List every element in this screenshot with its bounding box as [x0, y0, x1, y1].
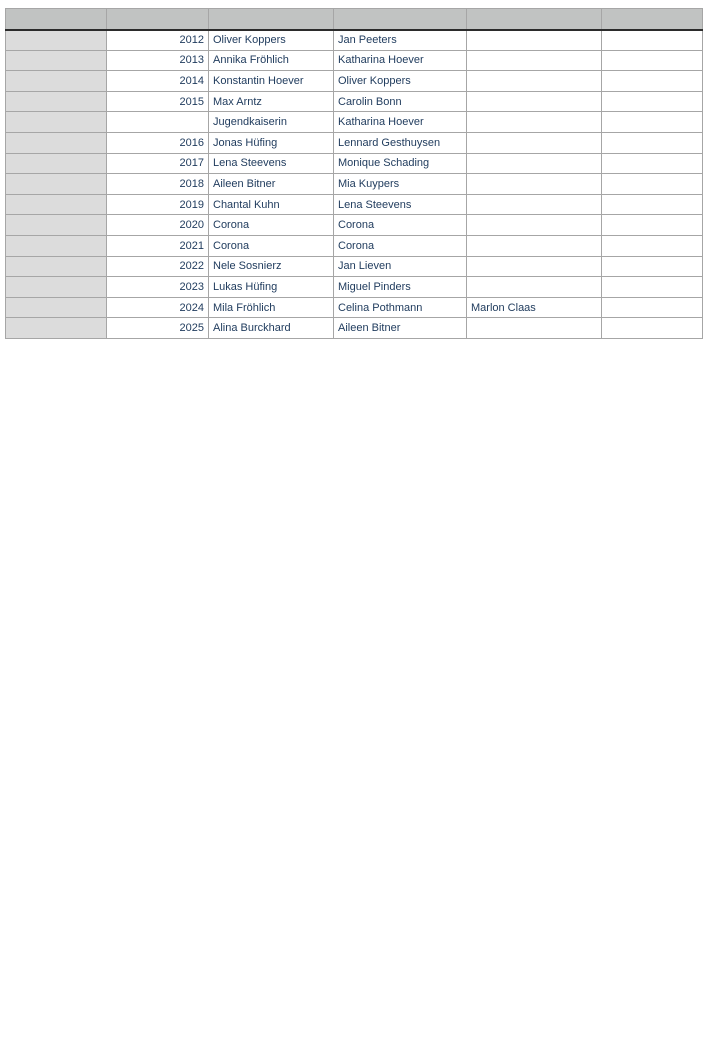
- table-row: [6, 153, 703, 174]
- name-cell: [467, 91, 602, 112]
- name-cell: Carolin Bonn: [334, 91, 467, 112]
- name-cell: [467, 256, 602, 277]
- name-cell: Oliver Koppers: [209, 30, 334, 51]
- header-cell: [602, 9, 703, 30]
- year-cell: 2025: [107, 318, 209, 339]
- empty-cell: [602, 132, 703, 153]
- name-cell: Aileen Bitner: [334, 318, 467, 339]
- row-header-cell: [6, 91, 107, 112]
- empty-cell: [602, 235, 703, 256]
- header-cell: [334, 9, 467, 30]
- name-cell: Corona: [209, 215, 334, 236]
- table-row: [6, 112, 703, 133]
- name-cell: Oliver Koppers: [334, 71, 467, 92]
- name-cell: [467, 235, 602, 256]
- name-cell: Corona: [209, 235, 334, 256]
- year-cell: [107, 112, 209, 133]
- table-row: [6, 297, 703, 318]
- row-header-cell: [6, 235, 107, 256]
- name-cell: Jugendkaiserin: [209, 112, 334, 133]
- row-header-cell: [6, 215, 107, 236]
- empty-cell: [602, 297, 703, 318]
- empty-cell: [602, 30, 703, 51]
- header-cell: [467, 9, 602, 30]
- year-cell: 2020: [107, 215, 209, 236]
- name-cell: Monique Schading: [334, 153, 467, 174]
- name-cell: Lukas Hüfing: [209, 277, 334, 298]
- name-cell: [467, 277, 602, 298]
- header-cell: [107, 9, 209, 30]
- year-cell: 2024: [107, 297, 209, 318]
- empty-cell: [602, 277, 703, 298]
- empty-cell: [602, 174, 703, 195]
- name-cell: [467, 112, 602, 133]
- year-cell: 2013: [107, 50, 209, 71]
- row-header-cell: [6, 30, 107, 51]
- empty-cell: [602, 91, 703, 112]
- name-cell: Corona: [334, 215, 467, 236]
- name-cell: Jan Peeters: [334, 30, 467, 51]
- name-cell: Max Arntz: [209, 91, 334, 112]
- empty-cell: [602, 194, 703, 215]
- year-cell: 2022: [107, 256, 209, 277]
- row-header-cell: [6, 256, 107, 277]
- empty-cell: [602, 153, 703, 174]
- row-header-cell: [6, 277, 107, 298]
- table-row: [6, 194, 703, 215]
- name-cell: [467, 50, 602, 71]
- row-header-cell: [6, 50, 107, 71]
- table-row: [6, 30, 703, 51]
- name-cell: [467, 215, 602, 236]
- year-cell: 2018: [107, 174, 209, 195]
- row-header-cell: [6, 132, 107, 153]
- table-row: [6, 318, 703, 339]
- empty-cell: [602, 50, 703, 71]
- table-row: [6, 277, 703, 298]
- name-cell: Mila Fröhlich: [209, 297, 334, 318]
- row-header-cell: [6, 194, 107, 215]
- name-cell: [467, 71, 602, 92]
- year-cell: 2019: [107, 194, 209, 215]
- winners-table: [5, 8, 703, 339]
- name-cell: Jan Lieven: [334, 256, 467, 277]
- row-header-cell: [6, 318, 107, 339]
- name-cell: Marlon Claas: [467, 297, 602, 318]
- name-cell: Lennard Gesthuysen: [334, 132, 467, 153]
- empty-cell: [602, 215, 703, 236]
- row-header-cell: [6, 71, 107, 92]
- name-cell: Corona: [334, 235, 467, 256]
- year-cell: 2012: [107, 30, 209, 51]
- name-cell: Konstantin Hoever: [209, 71, 334, 92]
- year-cell: 2014: [107, 71, 209, 92]
- name-cell: Celina Pothmann: [334, 297, 467, 318]
- name-cell: [467, 132, 602, 153]
- year-cell: 2015: [107, 91, 209, 112]
- empty-cell: [602, 256, 703, 277]
- name-cell: Katharina Hoever: [334, 50, 467, 71]
- name-cell: Jonas Hüfing: [209, 132, 334, 153]
- table-row: [6, 91, 703, 112]
- header-cell: [6, 9, 107, 30]
- name-cell: [467, 194, 602, 215]
- empty-cell: [602, 71, 703, 92]
- header-cell: [209, 9, 334, 30]
- name-cell: Miguel Pinders: [334, 277, 467, 298]
- name-cell: Katharina Hoever: [334, 112, 467, 133]
- table-row: [6, 256, 703, 277]
- name-cell: Aileen Bitner: [209, 174, 334, 195]
- name-cell: Nele Sosnierz: [209, 256, 334, 277]
- year-cell: 2023: [107, 277, 209, 298]
- table-row: [6, 50, 703, 71]
- name-cell: Annika Fröhlich: [209, 50, 334, 71]
- table-row: [6, 71, 703, 92]
- year-cell: 2016: [107, 132, 209, 153]
- empty-cell: [602, 112, 703, 133]
- name-cell: [467, 30, 602, 51]
- name-cell: Alina Burckhard: [209, 318, 334, 339]
- table-row: [6, 132, 703, 153]
- empty-cell: [602, 318, 703, 339]
- row-header-cell: [6, 174, 107, 195]
- table-row: [6, 235, 703, 256]
- name-cell: Chantal Kuhn: [209, 194, 334, 215]
- name-cell: Lena Steevens: [209, 153, 334, 174]
- table-header-row: [6, 9, 703, 30]
- table-row: [6, 215, 703, 236]
- year-cell: 2021: [107, 235, 209, 256]
- year-cell: 2017: [107, 153, 209, 174]
- row-header-cell: [6, 112, 107, 133]
- table-row: [6, 174, 703, 195]
- name-cell: [467, 153, 602, 174]
- name-cell: Lena Steevens: [334, 194, 467, 215]
- row-header-cell: [6, 153, 107, 174]
- row-header-cell: [6, 297, 107, 318]
- name-cell: [467, 174, 602, 195]
- name-cell: [467, 318, 602, 339]
- name-cell: Mia Kuypers: [334, 174, 467, 195]
